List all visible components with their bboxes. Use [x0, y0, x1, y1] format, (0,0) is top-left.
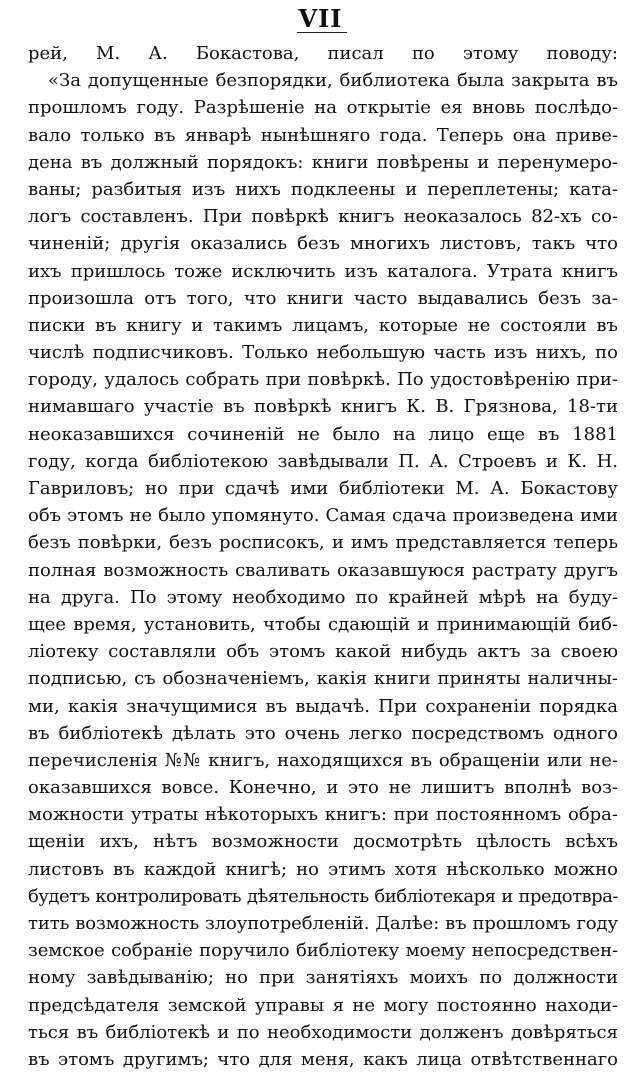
- text-line-1: рей, М. А. Бокастова, писал по этому поводу:: [28, 43, 618, 64]
- text-line-4: вало только въ январѣ нынѣшняго года. Теперь она приве-: [28, 124, 618, 146]
- text-line-29: можности утраты нѣкоторыхъ книгъ: при постоянномъ обра-: [28, 804, 618, 826]
- text-line-10: произошла отъ того, что книги часто выдавались безъ за-: [28, 287, 618, 309]
- text-line-23: ліотеку составляли объ этомъ какой нибудь актъ за своею: [28, 641, 618, 663]
- text-line-3: прошломъ году. Разрѣшеніе на открытіе ея вновь послѣдо-: [28, 97, 618, 119]
- text-line-38: въ этомъ другимъ; что для меня, какъ лица отвѣтственнаго: [28, 1048, 618, 1070]
- page-number: VII: [298, 4, 343, 33]
- text-line-33: тить возможность злоупотребленій. Далѣе: въ прошломъ году: [28, 913, 618, 934]
- text-line-32: будетъ контролировать дѣятельность библіотекаря и предотвра-: [28, 885, 618, 907]
- text-line-6: ваны; разбитыя изъ нихъ подклеены и переплетены; ката-: [28, 178, 618, 200]
- text-line-27: перечисленія №№ книгъ, находящихся въ обращеніи или не-: [28, 749, 618, 771]
- text-line-37: ться въ библіотекѣ и по необходимости долженъ довѣряться: [28, 1021, 618, 1043]
- text-line-28: оказавшихся вовсе. Конечно, и это не лишитъ вполнѣ воз-: [28, 777, 618, 799]
- text-line-2: «За допущенные безпорядки, библиотека была закрыта въ: [48, 70, 618, 92]
- text-line-15: неоказавшихся сочиненій не было на лицо еще въ 1881: [28, 423, 618, 445]
- text-line-7: логъ составленъ. При повѣркѣ книгъ неоказалось 82-хъ со-: [28, 206, 618, 228]
- text-line-21: на друга. По этому необходимо по крайней мѣрѣ на буду-: [28, 586, 618, 608]
- text-line-31: листовъ въ каждой книгѣ; но этимъ хотя нѣсколько можно: [28, 858, 618, 880]
- text-line-12: числѣ подписчиковъ. Только небольшую часть изъ нихъ, по: [28, 342, 618, 364]
- text-line-17: Гавриловъ; но при сдачѣ ими библіотеки М. А. Бокастову: [28, 478, 618, 499]
- text-line-24: подписью, съ обозначеніемъ, какія книги приняты наличны-: [28, 668, 618, 690]
- page-number-rule: [297, 32, 347, 33]
- text-line-13: городу, удалось собрать при повѣркѣ. По удостовѣренію при-: [28, 369, 618, 391]
- text-line-14: нимавшаго участіе въ повѣркѣ книгъ К. В. Грязнова, 18-ти: [28, 396, 618, 418]
- text-line-26: въ библіотекѣ дѣлать это очень легко посредствомъ одного: [28, 722, 618, 744]
- text-line-19: безъ повѣрки, безъ росписокъ, и имъ представляется теперь: [28, 532, 618, 554]
- text-line-16: году, когда библіотекою завѣдывали П. А. Строевъ и К. Н.: [28, 450, 618, 472]
- text-line-8: чиненій; другія оказались безъ многихъ листовъ, такъ что: [28, 233, 618, 255]
- text-line-5: дена въ должный порядокъ: книги повѣрены и перенумеро-: [28, 151, 618, 173]
- text-line-34: земское собраніе поручило библіотеку моему непосредствен-: [28, 940, 618, 962]
- text-line-18: объ этомъ не было упомянуто. Самая сдача произведена ими: [28, 505, 618, 527]
- text-line-25: ми, какія значущимися въ выдачѣ. При сохраненіи порядка: [28, 695, 618, 717]
- text-line-36: предсѣдателя земской управы я не могу постоянно находи-: [28, 994, 618, 1016]
- text-line-11: писки въ книгу и такимъ лицамъ, которые не состояли въ: [28, 314, 618, 336]
- text-line-20: полная возможность сваливать оказавшуюся растрату другъ: [28, 559, 618, 581]
- text-line-9: ихъ пришлось тоже исключить изъ каталога. Утрата книгъ: [28, 260, 618, 282]
- text-line-35: ному завѣдыванію; но при занятіяхъ моихъ по должности: [28, 967, 618, 989]
- text-line-30: щеніи ихъ, нѣтъ возможности досмотрѣть цѣлость всѣхъ: [28, 831, 618, 853]
- body-text: [28, 40, 618, 1073]
- text-line-22: щее время, установить, чтобы сдающій и принимающій биб-: [28, 613, 618, 635]
